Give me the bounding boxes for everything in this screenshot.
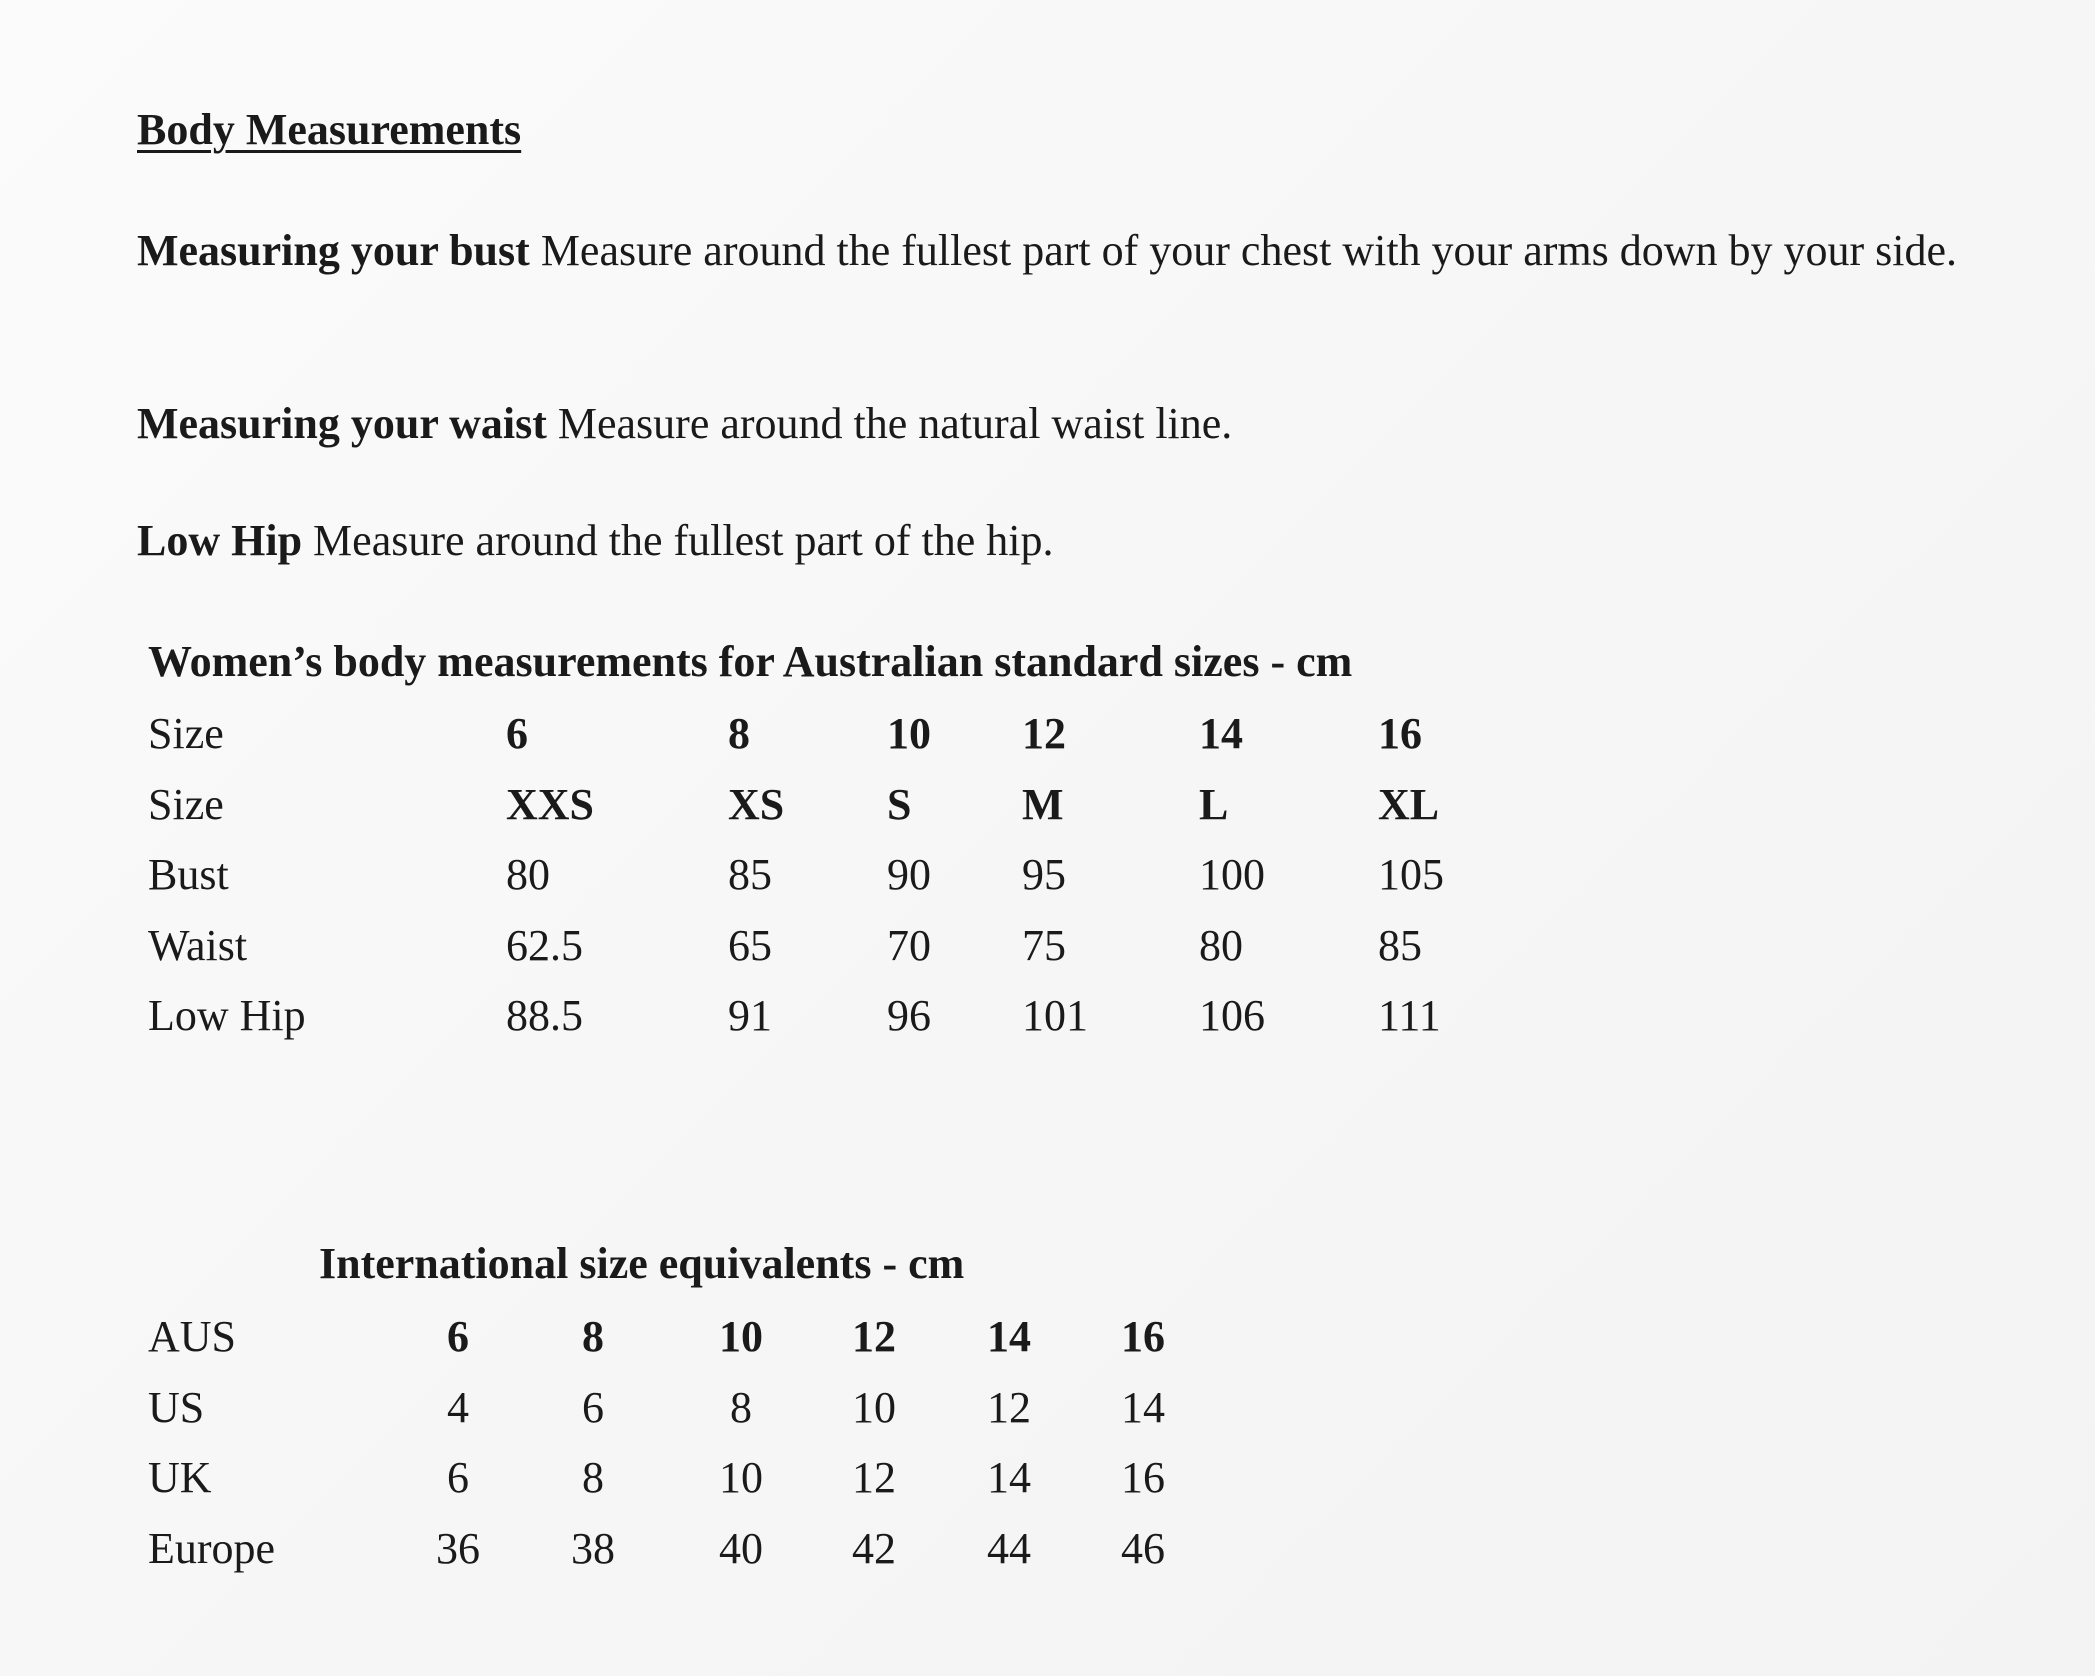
womens-table-cell: S: [887, 780, 912, 829]
womens-table-cell: 85: [728, 850, 772, 899]
womens-row-label: Size: [148, 780, 224, 829]
waist-text: Measure around the natural waist line.: [546, 399, 1233, 448]
hip-text: Measure around the fullest part of the hip.: [302, 516, 1054, 565]
womens-table-cell: 101: [1022, 991, 1088, 1040]
womens-table-cell: 96: [887, 991, 931, 1040]
intl-table-cell: 40: [719, 1524, 763, 1573]
waist-instructions: [137, 395, 2037, 452]
intl-table-cell: 16: [1121, 1453, 1165, 1502]
intl-table-cell: 14: [987, 1453, 1031, 1502]
intl-table-cell: 36: [436, 1524, 480, 1573]
bust-instructions: [137, 222, 2037, 279]
womens-table-cell: L: [1199, 780, 1229, 829]
womens-table-cell: 88.5: [506, 991, 583, 1040]
womens-table-cell: 100: [1199, 850, 1265, 899]
intl-table-cell: 14: [1121, 1383, 1165, 1432]
womens-row-label: Bust: [148, 850, 229, 899]
international-table-title: International size equivalents - cm: [319, 1239, 965, 1288]
womens-table-cell: 91: [728, 991, 772, 1040]
womens-table-cell: 85: [1378, 921, 1422, 970]
womens-table-cell: 6: [506, 709, 528, 758]
intl-table-cell: 6: [447, 1453, 469, 1502]
womens-table-cell: 106: [1199, 991, 1265, 1040]
bust-label: Measuring your bust: [137, 226, 530, 275]
intl-table-cell: 10: [719, 1453, 763, 1502]
womens-table-title: Women’s body measurements for Australian standard sizes - cm: [148, 637, 1353, 686]
intl-table-cell: 8: [730, 1383, 752, 1432]
intl-table-cell: 14: [987, 1312, 1031, 1361]
intl-table-cell: 44: [987, 1524, 1031, 1573]
intl-table-cell: 16: [1121, 1312, 1165, 1361]
intl-table-cell: 12: [987, 1383, 1031, 1432]
intl-table-cell: 8: [582, 1453, 604, 1502]
intl-row-label: AUS: [148, 1312, 237, 1361]
page-title: Body Measurements: [137, 105, 522, 154]
womens-table-cell: 95: [1022, 850, 1066, 899]
womens-table-cell: 105: [1378, 850, 1444, 899]
womens-table-cell: 75: [1022, 921, 1066, 970]
intl-table-cell: 4: [447, 1383, 469, 1432]
womens-table-cell: 80: [1199, 921, 1243, 970]
womens-table-cell: XXS: [506, 780, 595, 829]
intl-table-cell: 42: [852, 1524, 896, 1573]
womens-table-cell: M: [1022, 780, 1064, 829]
womens-table-cell: 16: [1378, 709, 1422, 758]
womens-table-cell: XL: [1378, 780, 1440, 829]
intl-row-label: US: [148, 1383, 205, 1432]
intl-table-cell: 8: [582, 1312, 604, 1361]
hip-label: Low Hip: [137, 516, 303, 565]
hip-instructions: [137, 512, 2037, 569]
womens-table-cell: 8: [728, 709, 750, 758]
womens-table-cell: 65: [728, 921, 772, 970]
womens-row-label: Size: [148, 709, 224, 758]
womens-table-cell: 90: [887, 850, 931, 899]
intl-table-cell: 38: [571, 1524, 615, 1573]
womens-table-cell: XS: [728, 780, 785, 829]
womens-table-cell: 10: [887, 709, 931, 758]
intl-table-cell: 10: [719, 1312, 763, 1361]
intl-table-cell: 46: [1121, 1524, 1165, 1573]
intl-table-cell: 12: [852, 1453, 896, 1502]
womens-row-label: Waist: [148, 921, 248, 970]
intl-table-cell: 6: [582, 1383, 604, 1432]
intl-row-label: UK: [148, 1453, 212, 1502]
womens-row-label: Low Hip: [148, 991, 306, 1040]
intl-row-label: Europe: [148, 1524, 276, 1573]
womens-table-cell: 70: [887, 921, 931, 970]
intl-table-cell: 6: [447, 1312, 469, 1361]
womens-table-cell: 80: [506, 850, 550, 899]
womens-table-cell: 111: [1378, 991, 1441, 1040]
intl-table-cell: 10: [852, 1383, 896, 1432]
intl-table-cell: 12: [852, 1312, 896, 1361]
womens-table-cell: 14: [1199, 709, 1243, 758]
womens-table-cell: 12: [1022, 709, 1066, 758]
bust-text: Measure around the fullest part of your chest with your arms down by your side.: [529, 226, 1958, 275]
womens-table-cell: 62.5: [506, 921, 583, 970]
waist-label: Measuring your waist: [137, 399, 547, 448]
